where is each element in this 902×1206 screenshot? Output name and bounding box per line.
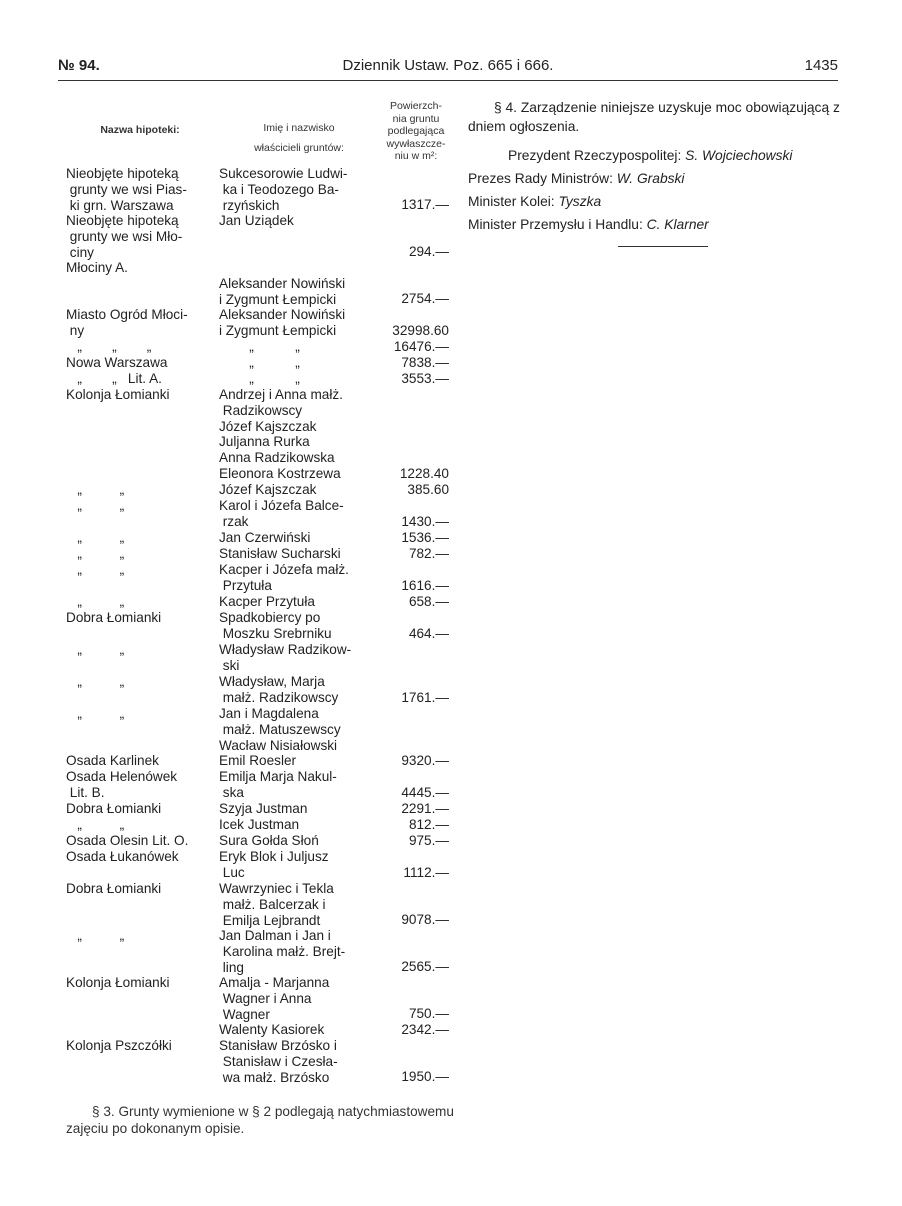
row-area: 9320.—: [401, 753, 449, 769]
row-owner: Karol i Józefa Balce- rzak: [219, 498, 344, 529]
row-owner: Szyja Justman: [219, 801, 308, 816]
table-row: [66, 546, 461, 562]
table-row: [66, 1022, 461, 1038]
row-name: „ „: [66, 482, 125, 497]
row-name: „ „: [66, 642, 125, 657]
table-row: [66, 482, 461, 498]
row-area: 1112.—: [403, 865, 449, 881]
table-row: [66, 387, 461, 482]
row-name: Osada Helenówek Lit. B.: [66, 769, 178, 800]
row-area: 4445.—: [401, 785, 449, 801]
header-name: Nazwa hipoteki:: [100, 124, 180, 136]
row-name: Młociny A.: [66, 260, 128, 275]
row-name: „ „: [66, 562, 125, 577]
pm-line: [468, 167, 848, 190]
row-area: 782.—: [408, 546, 449, 562]
row-name: „ „: [66, 546, 125, 561]
row-area: 2565.—: [401, 959, 449, 975]
table-row: [66, 339, 461, 355]
row-name: „ „ Lit. A.: [66, 371, 162, 386]
row-name: Osada Łukanówek: [66, 849, 179, 864]
row-area: 658.—: [408, 594, 449, 610]
row-owner: Stanisław Sucharski: [219, 546, 341, 561]
president-label: Prezydent Rzeczypospolitej:: [508, 148, 682, 163]
row-name: Nowa Warszawa: [66, 355, 168, 370]
row-name: „ „: [66, 530, 125, 545]
page-header: [58, 57, 838, 79]
row-area: 1536.—: [401, 530, 449, 546]
row-area: 1317.—: [401, 197, 449, 213]
row-owner: Jan Czerwiński: [219, 530, 311, 545]
row-name: Osada Olesin Lit. O.: [66, 833, 189, 848]
row-area: 294.—: [408, 244, 449, 260]
row-name: Nieobjęte hipoteką grunty we wsi Mło- ciny: [66, 213, 183, 260]
table-row: [66, 610, 461, 642]
row-owner: „ „: [219, 371, 300, 386]
table-row: [66, 881, 461, 928]
row-area: 32998.60: [392, 323, 449, 339]
row-area: 1950.—: [401, 1069, 449, 1085]
industry-label: Minister Przemysłu i Handlu:: [468, 217, 643, 232]
row-name: „ „: [66, 594, 125, 609]
row-name: Miasto Ogród Młoci- ny: [66, 307, 188, 338]
row-name: Dobra Łomianki: [66, 610, 162, 625]
table-body: [66, 166, 461, 1085]
table-row: [66, 498, 461, 530]
expropriation-table: [66, 100, 461, 1085]
table-row: [66, 849, 461, 881]
row-owner: Stanisław Brzósko i Stanisław i Czesła- wa małż. Brzósko: [219, 1038, 338, 1085]
table-row: [66, 213, 461, 260]
row-owner: Sura Gołda Słoń: [219, 833, 319, 848]
row-owner: Sukcesorowie Ludwi- ka i Teodozego Ba- rzyńskich: [219, 166, 348, 213]
row-owner: Władysław, Marja małż. Radzikowscy: [219, 674, 339, 705]
row-area: 1616.—: [401, 578, 449, 594]
table-row: [66, 371, 461, 387]
row-area: 2291.—: [401, 801, 449, 817]
row-area: 812.—: [408, 817, 449, 833]
row-owner: Kacper i Józefa małż. Przytuła: [219, 562, 349, 593]
row-owner: Jan Dalman i Jan i Karolina małż. Brejt- ling: [219, 928, 346, 975]
row-owner: Kacper Przytuła: [219, 594, 315, 609]
table-row: [66, 928, 461, 975]
table-row: [66, 753, 461, 769]
journal-title: Dziennik Ustaw. Poz. 665 i 666.: [342, 57, 554, 74]
row-name: „ „: [66, 706, 125, 721]
row-owner: Jan i Magdalena małż. Matuszewscy Wacław Nisiałowski: [219, 706, 341, 753]
row-owner: „ „: [219, 339, 300, 354]
row-owner: Andrzej i Anna małż. Radzikowscy Józef Kajszczak Juljanna Rurka Anna Radzikowska Eleonora Kostrzewa: [219, 387, 343, 481]
table-row: [66, 975, 461, 1022]
row-owner: Icek Justman: [219, 817, 300, 832]
row-owner: Jan Uziądek: [219, 213, 294, 228]
paragraph-4: § 4. Zarządzenie niniejsze uzyskuje moc obowiązującą z dniem ogłoszenia.: [468, 100, 840, 134]
row-name: „ „: [66, 674, 125, 689]
table-row: [66, 801, 461, 817]
president-signature: S. Wojciechowski: [685, 148, 793, 163]
row-area: 975.—: [408, 833, 449, 849]
row-area: 3553.—: [401, 371, 449, 387]
row-owner: Emil Roesler: [219, 753, 297, 768]
issue-number: № 94.: [58, 57, 100, 74]
row-owner: „ „: [219, 355, 300, 370]
row-name: Osada Karlinek: [66, 753, 159, 768]
pm-signature: W. Grabski: [616, 171, 685, 186]
table-row: [66, 260, 461, 307]
row-name: „ „: [66, 498, 125, 513]
header-area: Powierzch- nia gruntu podlegająca wywłaszcze- niu w m²:: [386, 100, 446, 162]
table-row: [66, 769, 461, 801]
row-area: 750.—: [408, 1006, 449, 1022]
row-name: Nieobjęte hipoteką grunty we wsi Pias- ki grn. Warszawa: [66, 166, 187, 213]
row-area: 2342.—: [401, 1022, 449, 1038]
header-rule: [58, 80, 838, 81]
row-area: 1761.—: [401, 690, 449, 706]
row-name: Dobra Łomianki: [66, 881, 162, 896]
table-row: [66, 817, 461, 833]
row-area: 2754.—: [401, 291, 449, 307]
row-area: 7838.—: [401, 355, 449, 371]
row-area: 1430.—: [401, 514, 449, 530]
row-owner: Eryk Blok i Juljusz Luc: [219, 849, 329, 880]
row-owner: Wawrzyniec i Tekla małż. Balcerzak i Emilja Lejbrandt: [219, 881, 334, 928]
row-name: „ „: [66, 817, 125, 832]
row-name: Kolonja Łomianki: [66, 387, 170, 402]
row-area: 1228.40: [399, 466, 449, 482]
row-name: Kolonja Pszczółki: [66, 1038, 172, 1053]
row-name: „ „: [66, 928, 125, 943]
row-owner: Amalja - Marjanna Wagner i Anna Wagner: [219, 975, 330, 1022]
header-owner: Imię i nazwisko właścicieli gruntów:: [254, 122, 344, 154]
row-area: 464.—: [408, 626, 449, 642]
row-name: Kolonja Łomianki: [66, 975, 170, 990]
row-area: 16476.—: [393, 339, 449, 355]
row-owner: Józef Kajszczak: [219, 482, 317, 497]
table-row: [66, 594, 461, 610]
paragraph-3: § 3. Grunty wymienione w § 2 podlegają natychmiastowemu zajęciu po dokonanym opisie.: [66, 1104, 454, 1136]
row-owner: Spadkobiercy po Moszku Srebrniku: [219, 610, 332, 641]
row-owner: Emilja Marja Nakul- ska: [219, 769, 337, 800]
industry-signature: C. Klarner: [646, 217, 709, 232]
rail-line: [468, 190, 848, 213]
rail-signature: Tyszka: [558, 194, 602, 209]
row-owner: Walenty Kasiorek: [219, 1022, 325, 1037]
row-owner: Aleksander Nowiński i Zygmunt Łempicki: [219, 307, 346, 338]
row-owner: Władysław Radzikow- ski: [219, 642, 352, 673]
table-row: [66, 1038, 461, 1085]
right-column: [468, 98, 848, 247]
row-area: 385.60: [407, 482, 449, 498]
page-number: 1435: [804, 57, 838, 74]
industry-line: [468, 213, 848, 236]
table-row: [66, 674, 461, 706]
table-row: [66, 562, 461, 594]
table-row: [66, 833, 461, 849]
pm-label: Prezes Rady Ministrów:: [468, 171, 613, 186]
table-row: [66, 355, 461, 371]
row-owner: Aleksander Nowiński i Zygmunt Łempicki: [219, 275, 346, 307]
table-row: [66, 166, 461, 213]
president-line: [468, 144, 848, 167]
table-row: [66, 642, 461, 674]
table-row: [66, 307, 461, 339]
row-name: „ „ „: [66, 339, 152, 354]
closing-rule: [618, 246, 708, 247]
row-area: 9078.—: [401, 912, 449, 928]
table-header: [66, 100, 461, 166]
table-row: [66, 530, 461, 546]
table-row: [66, 706, 461, 753]
row-name: Dobra Łomianki: [66, 801, 162, 816]
rail-label: Minister Kolei:: [468, 194, 555, 209]
